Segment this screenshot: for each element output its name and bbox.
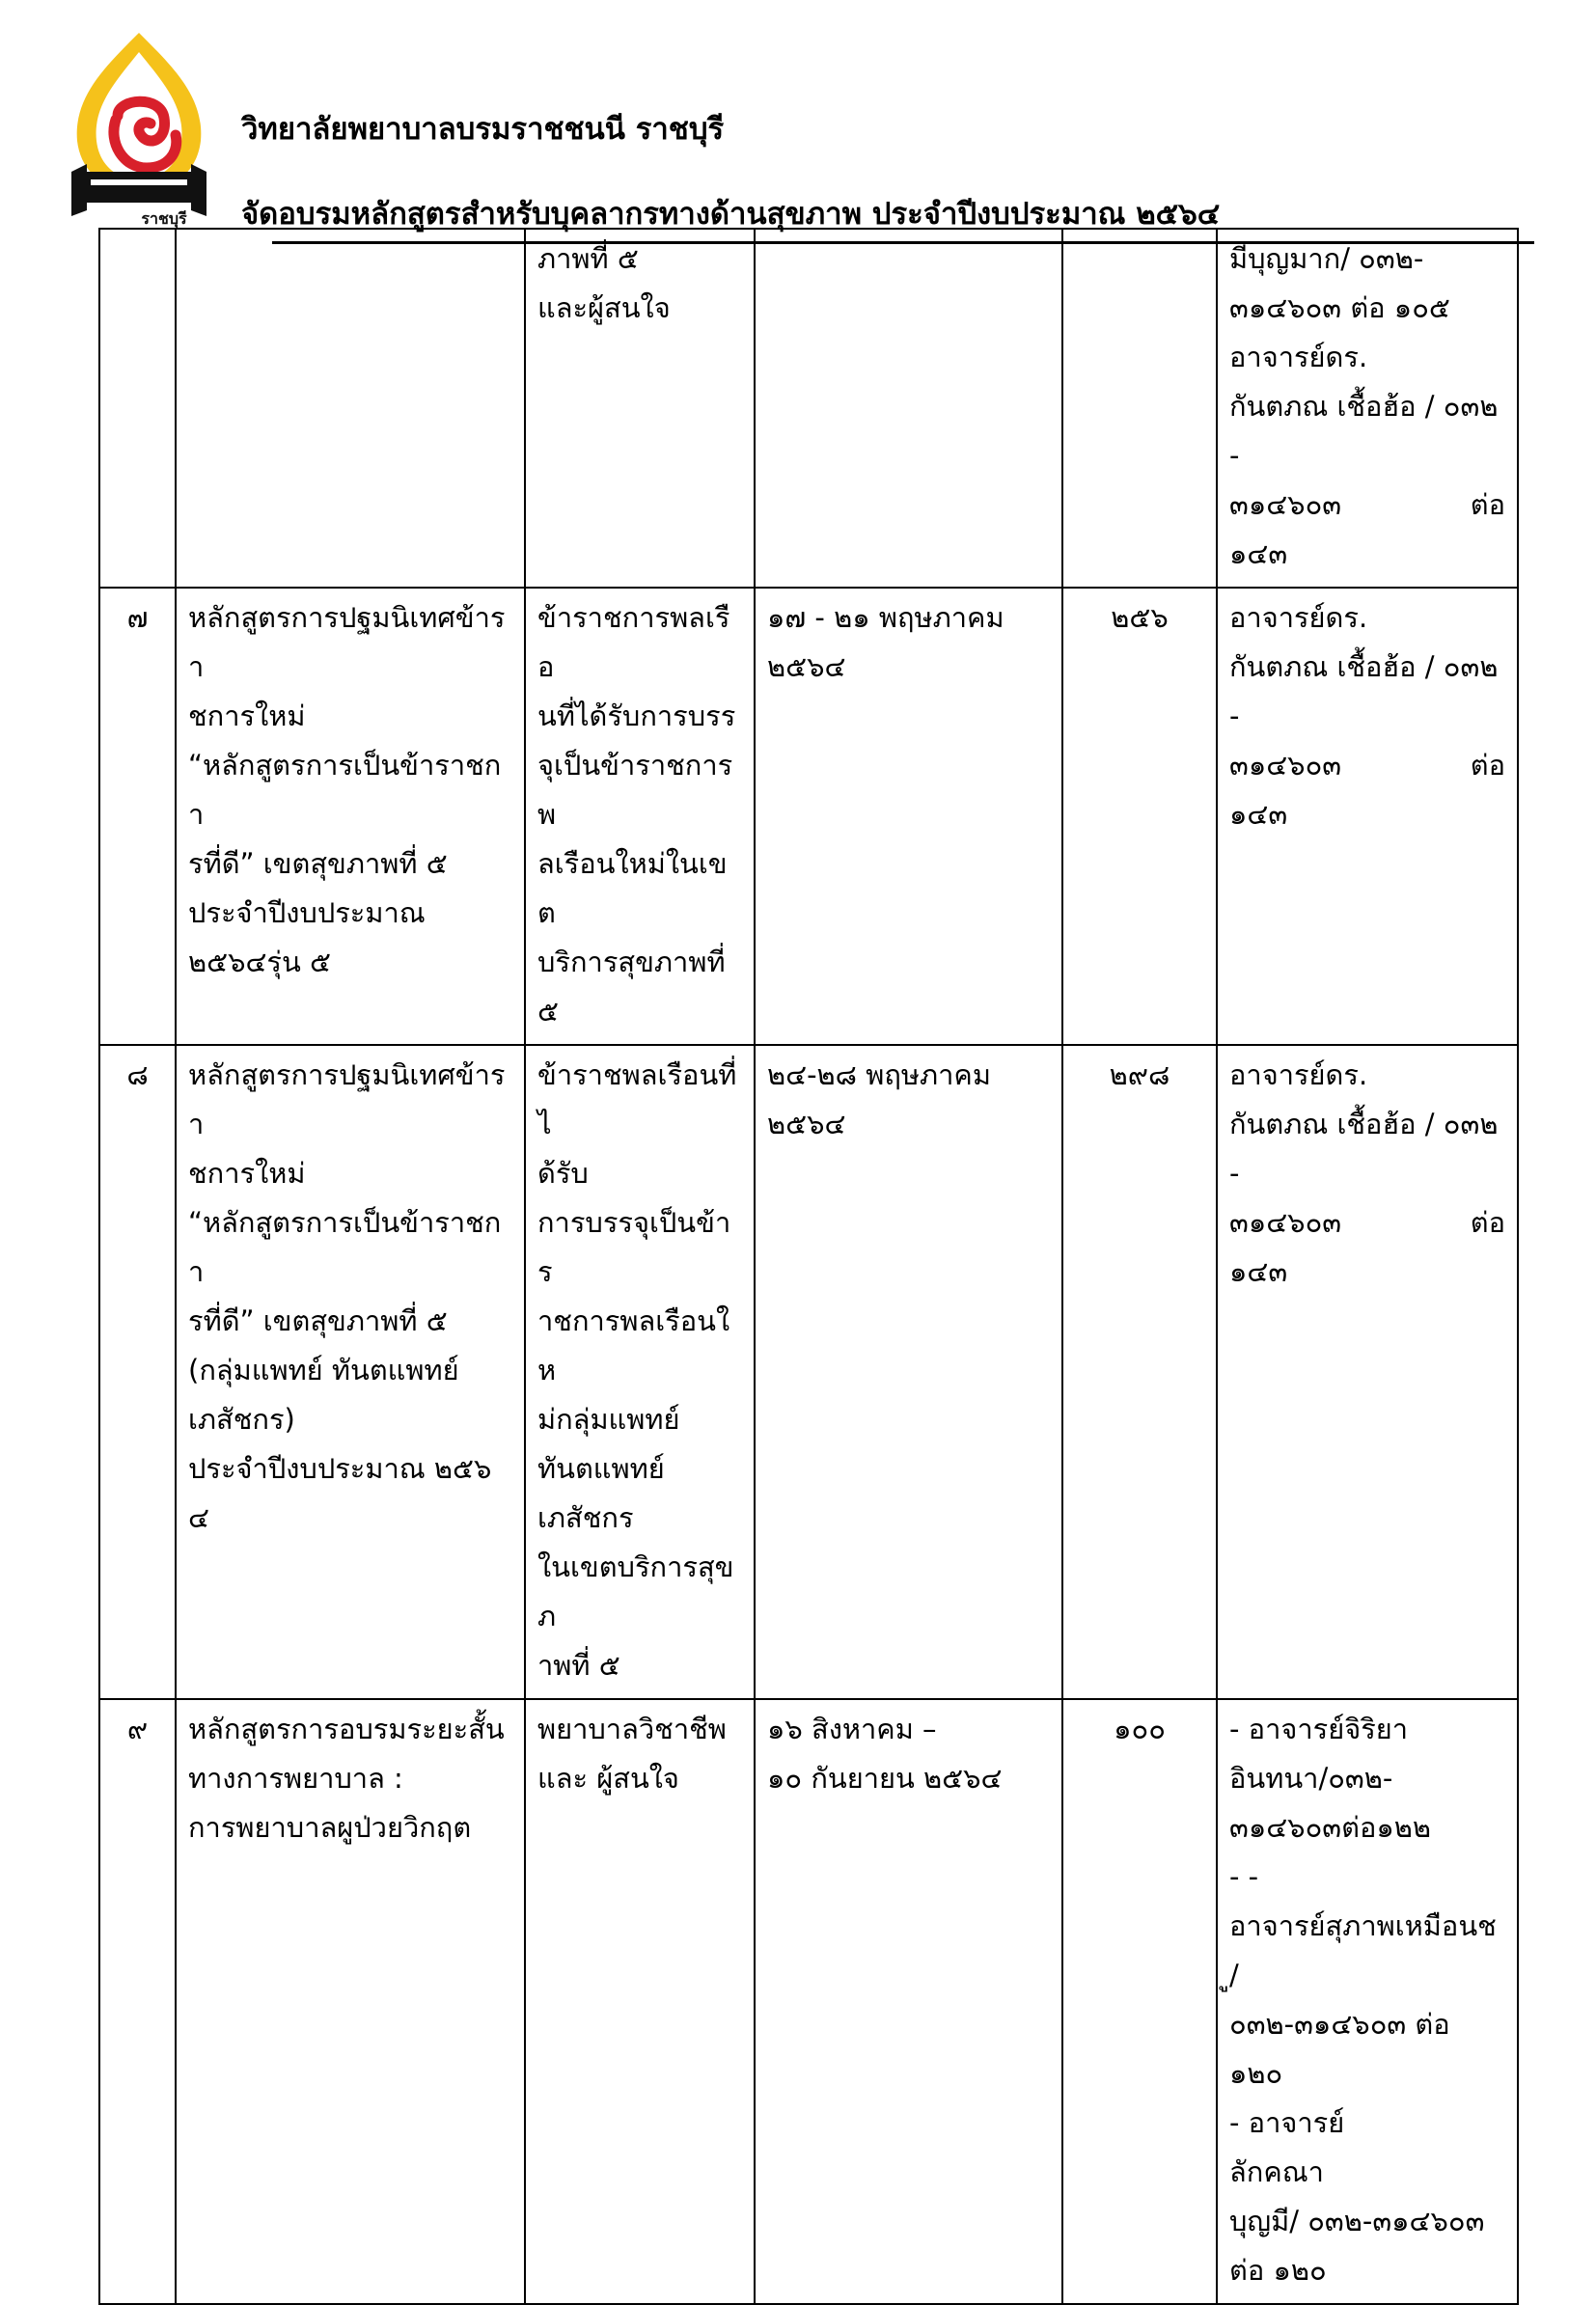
contact-phone-part: ต่อ: [1470, 749, 1505, 782]
target-group-cell: [525, 588, 755, 1045]
participants-cell: [1062, 1699, 1217, 2304]
row-number-cell-text: ๘: [126, 1058, 149, 1091]
contact-line: กันตภณ เชื้อฮ้อ / ๐๓๒-: [1229, 390, 1499, 472]
contact-cell: [1217, 229, 1518, 588]
contact-cell: [1217, 588, 1518, 1045]
target-group-cell-text: ข้าราชพลเรือนที่ไ ด้รับ การบรรจุเป็นข้าร าชการพลเรือนให ม่กลุ่มแพทย์ ทันตแพทย์ เภสัชกร ในเขตบริการสุขภ าพที่ ๕: [537, 1058, 737, 1682]
contact-line: ๑๒๐: [1229, 2057, 1283, 2090]
course-name-cell-text: หลักสูตรการปฐมนิเทศข้ารา ชการใหม่ “หลักสูตรการเป็นข้าราชกา รที่ดี” เขตสุขภาพที่ ๕ (กลุ่มแพทย์ ทันตแพทย์ เภสัชกร) ประจำปีงบประมาณ ๒๕๖๔: [188, 1058, 506, 1534]
contact-phone-part: ต่อ: [1470, 1206, 1505, 1239]
contact-line: อาจารย์ดร.: [1229, 1058, 1368, 1091]
contact-line: ๓๑๔๖๐๓ ต่อ ๑๐๕: [1229, 291, 1450, 324]
row-number-cell-text: ๙: [126, 1713, 149, 1745]
target-group-cell: [525, 229, 755, 588]
contact-line: กันตภณ เชื้อฮ้อ / ๐๓๒-: [1229, 650, 1499, 732]
contact-phone-part: ๓๑๔๖๐๓: [1229, 749, 1342, 782]
date-cell: [755, 588, 1062, 1045]
contact-line: ๓๑๔๖๐๓ต่อ๑๒๒: [1229, 1811, 1432, 1844]
contact-phone-part: ต่อ: [1470, 488, 1505, 521]
contact-line: - อาจารย์จิริยา: [1229, 1713, 1409, 1745]
contact-line: อาจารย์ดร.: [1229, 341, 1368, 373]
contact-line: มีบุญมาก/ ๐๓๒-: [1229, 242, 1424, 275]
course-name-cell-text: หลักสูตรการอบรมระยะสั้น ทางการพยาบาล : การพยาบาลผูป่วยวิกฤต: [188, 1713, 505, 1844]
row-number-cell-text: ๗: [126, 601, 149, 634]
contact-phone-line: [1229, 1198, 1505, 1248]
course-name-cell: [176, 229, 525, 588]
contact-line: ต่อ ๑๒๐: [1229, 2254, 1327, 2287]
date-cell: [755, 229, 1062, 588]
contact-line: อินทนา/๐๓๒-: [1229, 1762, 1393, 1795]
document-subtitle: จัดอบรมหลักสูตรสำหรับบุคลากรทางด้านสุขภาพ ประจำปีงบประมาณ ๒๕๖๔: [241, 197, 1221, 232]
table-row: [99, 588, 1518, 1045]
contact-line: อาจารย์ดร.: [1229, 601, 1368, 634]
contact-line: กันตภณ เชื้อฮ้อ / ๐๓๒-: [1229, 1108, 1499, 1190]
participants-cell-text: ๑๐๐: [1114, 1713, 1166, 1745]
row-number-cell: [99, 588, 176, 1045]
participants-cell: [1062, 229, 1217, 588]
contact-phone-part: ๓๑๔๖๐๓: [1229, 488, 1342, 521]
target-group-cell-text: พยาบาลวิชาชีพ และ ผู้สนใจ: [537, 1713, 727, 1795]
contact-line: - อาจารย์: [1229, 2106, 1345, 2139]
row-number-cell: [99, 1045, 176, 1699]
row-number-cell: [99, 229, 176, 588]
target-group-cell: [525, 1699, 755, 2304]
target-group-cell: [525, 1045, 755, 1699]
contact-cell: [1217, 1699, 1518, 2304]
college-name: วิทยาลัยพยาบาลบรมราชชนนี ราชบุรี: [241, 112, 725, 147]
target-group-cell-text: ภาพที่ ๕ และผู้สนใจ: [537, 242, 671, 324]
contact-line: ลักคณา: [1229, 2155, 1324, 2188]
participants-cell: [1062, 1045, 1217, 1699]
date-cell-text: ๑๖ สิงหาคม – ๑๐ กันยายน ๒๕๖๔: [767, 1713, 1003, 1795]
contact-line: ๐๓๒-๓๑๔๖๐๓ ต่อ: [1229, 2008, 1450, 2041]
course-name-cell: [176, 1045, 525, 1699]
contact-line: บุญมี/ ๐๓๒-๓๑๔๖๐๓: [1229, 2205, 1485, 2237]
row-number-cell: [99, 1699, 176, 2304]
college-logo: [68, 27, 210, 230]
date-cell: [755, 1699, 1062, 2304]
participants-cell-text: ๒๕๖: [1111, 601, 1169, 634]
contact-phone-line: [1229, 741, 1505, 790]
contact-phone-part: ๓๑๔๖๐๓: [1229, 1206, 1342, 1239]
date-cell-text: ๑๗ - ๒๑ พฤษภาคม ๒๕๖๔: [767, 601, 1004, 683]
contact-line: อาจารย์สุภาพเหมือนชู/: [1229, 1909, 1497, 1991]
table-row: [99, 229, 1518, 588]
date-cell: [755, 1045, 1062, 1699]
date-cell-text: ๒๔-๒๘ พฤษภาคม ๒๕๖๔: [767, 1058, 991, 1140]
logo-text: ราชบุรี: [141, 209, 187, 228]
contact-phone-line: [1229, 480, 1505, 530]
contact-extension: ๑๔๓: [1229, 798, 1288, 831]
contact-extension: ๑๔๓: [1229, 1255, 1288, 1288]
table-row: [99, 1045, 1518, 1699]
table-row: [99, 1699, 1518, 2304]
contact-extension: ๑๔๓: [1229, 537, 1288, 570]
contact-cell: [1217, 1045, 1518, 1699]
course-name-cell: [176, 1699, 525, 2304]
course-name-cell: [176, 588, 525, 1045]
course-name-cell-text: หลักสูตรการปฐมนิเทศข้ารา ชการใหม่ “หลักสูตรการเป็นข้าราชกา รที่ดี” เขตสุขภาพที่ ๕ ประจำปีงบประมาณ ๒๕๖๔รุ่น ๕: [188, 601, 506, 978]
target-group-cell-text: ข้าราชการพลเรือ นที่ได้รับการบรร จุเป็นข้าราชการพ ลเรือนใหม่ในเขต บริการสุขภาพที่ ๕: [537, 601, 736, 1028]
logo-banner: [85, 172, 193, 203]
training-schedule-table: [98, 228, 1519, 2305]
contact-line: - -: [1229, 1860, 1259, 1893]
participants-cell: [1062, 588, 1217, 1045]
participants-cell-text: ๒๙๘: [1109, 1058, 1170, 1091]
